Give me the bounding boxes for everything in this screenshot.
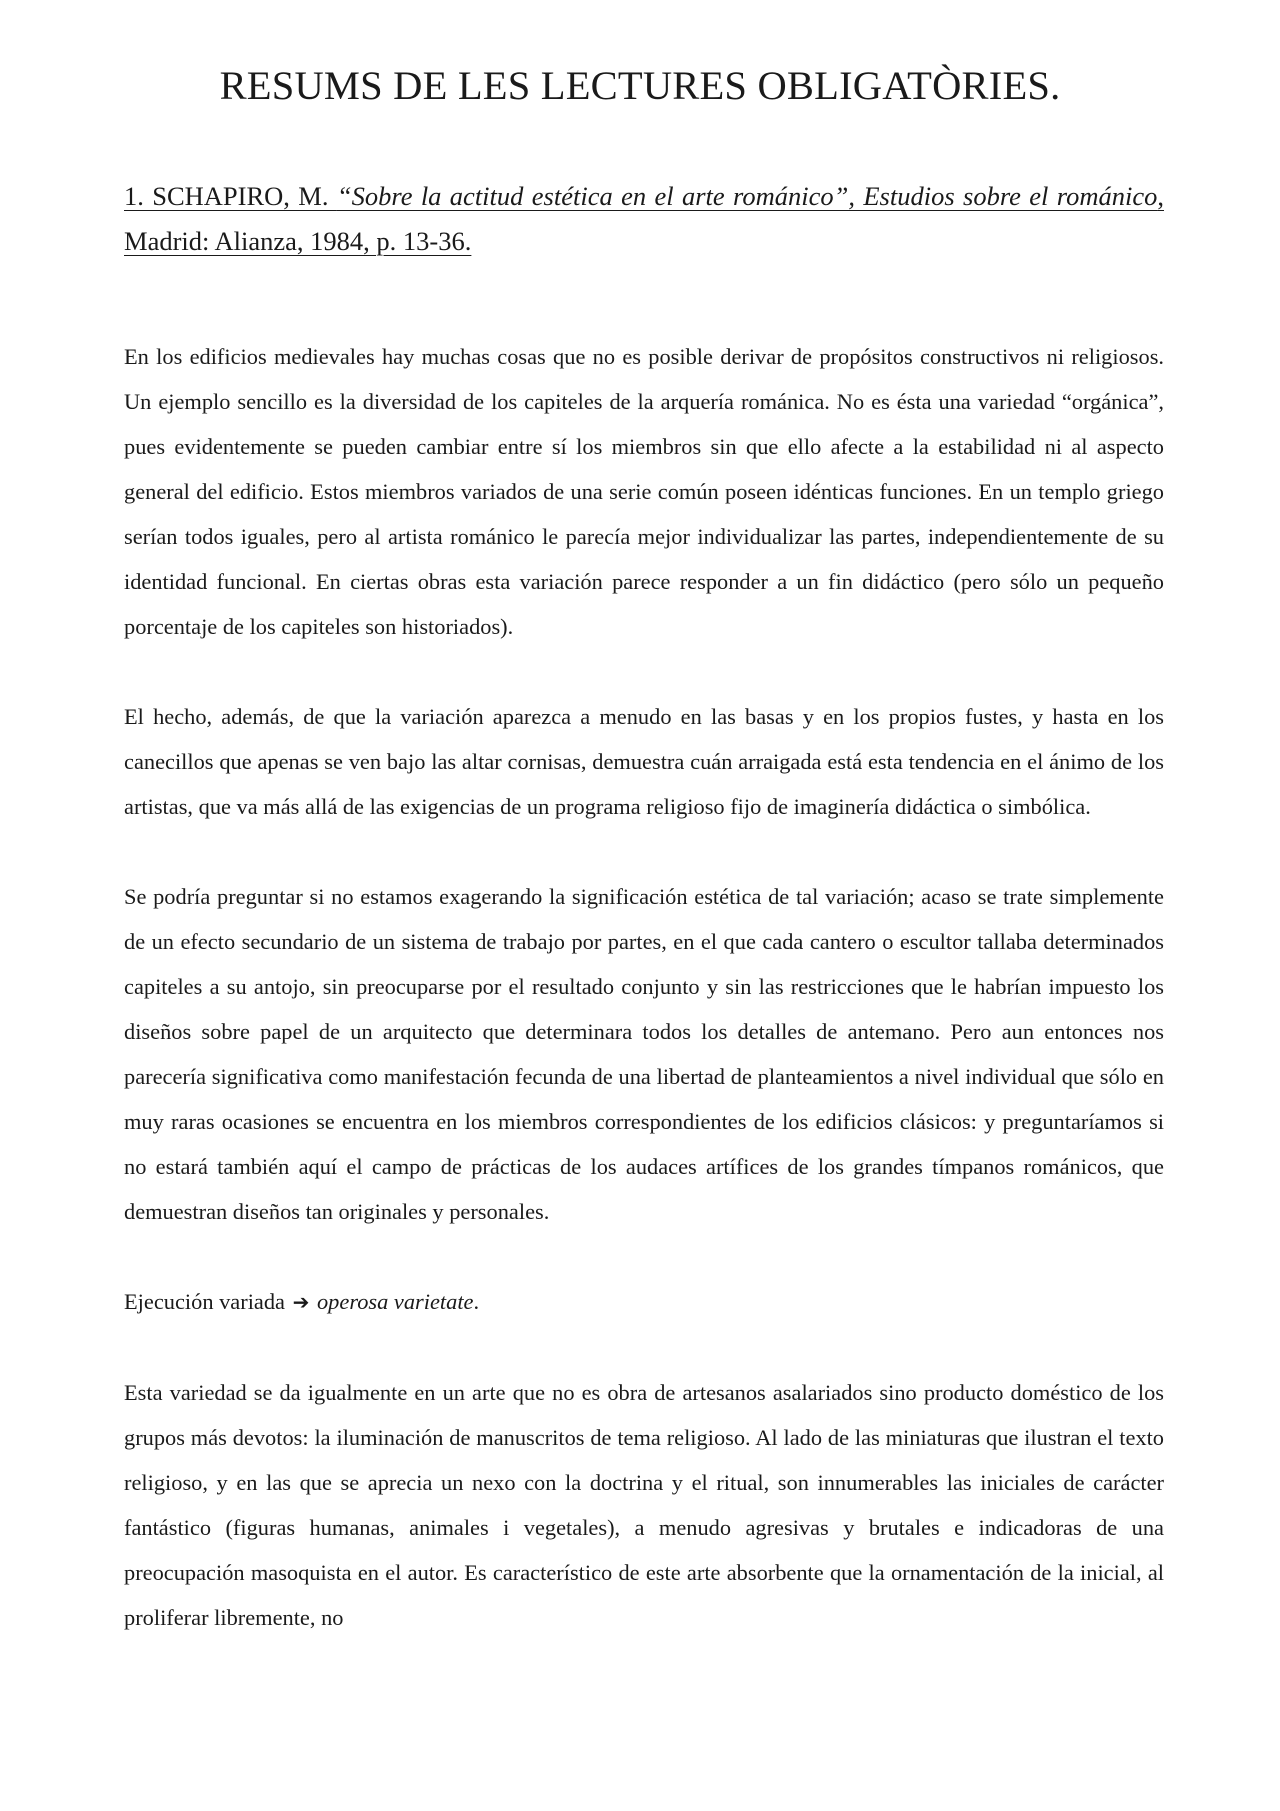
reference-article-title: “Sobre la actitud estética en el arte románico”, Estudios sobre el románico xyxy=(336,181,1158,211)
right-arrow-icon: ➔ xyxy=(292,1290,310,1314)
document-title: RESUMS DE LES LECTURES OBLIGATÒRIES. xyxy=(219,63,1061,108)
reference-number-author: 1. SCHAPIRO, M. xyxy=(124,181,337,211)
short-note-lead: Ejecución variada xyxy=(124,1289,285,1314)
short-note xyxy=(124,1279,1164,1325)
paragraph-2: El hecho, además, de que la variación aparezca a menudo en las basas y en los propios fustes, y hasta en los canecillos que apenas se ven bajo las altar cornisas, demuestra cuán arraigada está esta tendencia en el ánimo de los artistas, que va más allá de las exigencias de un programa religioso fijo de imaginería didáctica o simbólica. xyxy=(124,704,1164,819)
paragraph-3: Se podría preguntar si no estamos exagerando la significación estética de tal variación; acaso se trate simplemente de un efecto secundario de un sistema de trabajo por partes, en el que cada cantero o escultor tallaba determinados capiteles a su antojo, sin preocuparse por el resultado conjunto y sin las restricciones que le habrían impuesto los diseños sobre papel de un arquitecto que determinara todos los detalles de antemano. Pero aun entonces nos parecería significativa como manifestación fecunda de una libertad de planteamientos a nivel individual que sólo en muy raras ocasiones se encuentra en los miembros correspondientes de los edificios clásicos: y preguntaríamos si no estará también aquí el campo de prácticas de los audaces artífices de los grandes tímpanos románicos, que demuestran diseños tan originales y personales. xyxy=(124,884,1164,1224)
short-note-end: . xyxy=(473,1289,480,1314)
bibliographic-reference xyxy=(124,174,1164,264)
summary-body xyxy=(124,334,1164,1685)
paragraph-1: En los edificios medievales hay muchas cosas que no es posible derivar de propósitos constructivos ni religiosos. Un ejemplo sencillo es la diversidad de los capiteles de la arquería románica. No es ésta una variedad “orgánica”, pues evidentemente se pueden cambiar entre sí los miembros sin que ello afecte a la estabilidad ni al aspecto general del edificio. Estos miembros variados de una serie común poseen idénticas funciones. En un templo griego serían todos iguales, pero al artista románico le parecía mejor individualizar las partes, independientemente de su identidad funcional. En ciertas obras esta variación parece responder a un fin didáctico (pero sólo un pequeño porcentaje de los capiteles son historiados). xyxy=(124,344,1164,639)
reference-publication: , Madrid: Alianza, 1984, p. 13-36. xyxy=(124,181,1164,256)
paragraph-4: Esta variedad se da igualmente en un arte que no es obra de artesanos asalariados sino producto doméstico de los grupos más devotos: la iluminación de manuscritos de tema religioso. Al lado de las miniaturas que ilustran el texto religioso, y en las que se aprecia un nexo con la doctrina y el ritual, son innumerables las iniciales de carácter fantástico (figuras humanas, animales i vegetales), a menudo agresivas y brutales e indicadoras de una preocupación masoquista en el autor. Es característico de este arte absorbente que la ornamentación de la inicial, al proliferar libremente, no xyxy=(124,1380,1164,1630)
short-note-term: operosa varietate xyxy=(316,1289,474,1314)
